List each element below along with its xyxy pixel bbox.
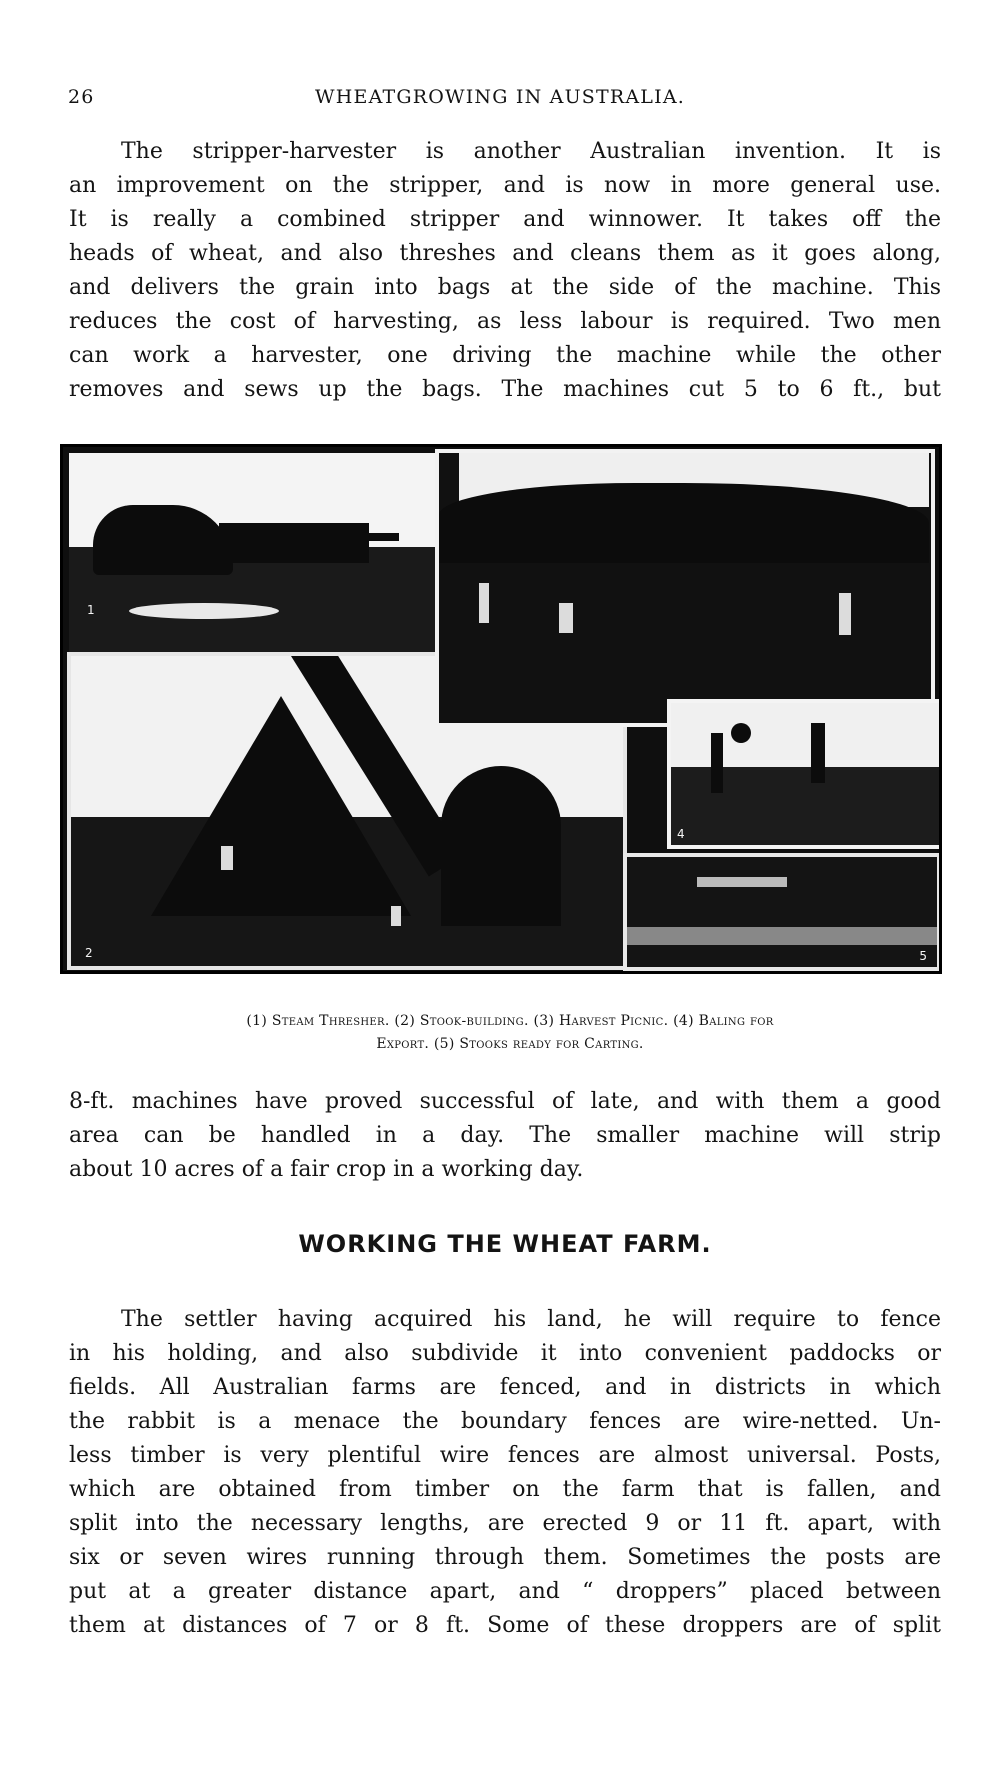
- text-line: The stripper-harvester is another Australian invention. It is: [121, 139, 941, 164]
- photo-number: 1: [87, 603, 95, 617]
- text-line: which are obtained from timber on the farm that is fallen, and: [69, 1477, 941, 1502]
- text-line: heads of wheat, and also threshes and cleans them as it goes along,: [69, 241, 941, 266]
- paragraph-machines: [69, 1085, 941, 1187]
- text-line: about 10 acres of a fair crop in a working day.: [69, 1157, 584, 1182]
- caption-line: Export. (5) Stooks ready for Carting.: [376, 1036, 644, 1052]
- text-line: six or seven wires running through them. Sometimes the posts are: [69, 1545, 941, 1570]
- caption-line: (1) Steam Thresher. (2) Stook-building. (3) Harvest Picnic. (4) Baling for: [246, 1013, 774, 1029]
- text-line: the rabbit is a menace the boundary fences are wire-netted. Un-: [69, 1409, 941, 1434]
- text-line: fields. All Australian farms are fenced, and in districts in which: [69, 1375, 941, 1400]
- running-head: [68, 86, 932, 116]
- photo-stooks-ready-for-carting: [623, 853, 941, 971]
- paragraph-working-the-farm: [69, 1303, 941, 1643]
- photo-number: 5: [919, 949, 927, 963]
- photo-harvest-picnic: [435, 449, 935, 727]
- photo-number: 2: [85, 946, 93, 960]
- text-line: an improvement on the stripper, and is now in more general use.: [69, 173, 941, 198]
- text-line: reduces the cost of harvesting, as less labour is required. Two men: [69, 309, 941, 334]
- text-line: removes and sews up the bags. The machines cut 5 to 6 ft., but: [69, 377, 941, 402]
- photo-collage: [60, 444, 942, 974]
- photo-baling-for-export: [667, 699, 942, 849]
- text-line: 8-ft. machines have proved successful of late, and with them a good: [69, 1089, 941, 1114]
- text-line: in his holding, and also subdivide it into convenient paddocks or: [69, 1341, 941, 1366]
- text-line: put at a greater distance apart, and “ droppers” placed between: [69, 1579, 941, 1604]
- paragraph-stripper-harvester: [69, 135, 941, 407]
- page-number: 26: [68, 86, 95, 108]
- text-line: split into the necessary lengths, are erected 9 or 11 ft. apart, with: [69, 1511, 941, 1536]
- text-line: them at distances of 7 or 8 ft. Some of these droppers are of split: [69, 1613, 941, 1638]
- text-line: can work a harvester, one driving the machine while the other: [69, 343, 941, 368]
- text-line: It is really a combined stripper and winnower. It takes off the: [69, 207, 941, 232]
- figure-caption: [120, 1010, 900, 1056]
- running-title: WHEATGROWING IN AUSTRALIA.: [315, 86, 685, 108]
- photo-number: 4: [677, 827, 685, 841]
- text-line: and delivers the grain into bags at the side of the machine. This: [69, 275, 941, 300]
- text-line: The settler having acquired his land, he will require to fence: [121, 1307, 941, 1332]
- text-line: less timber is very plentiful wire fences are almost universal. Posts,: [69, 1443, 941, 1468]
- section-heading: WORKING THE WHEAT FARM.: [298, 1230, 712, 1258]
- text-line: area can be handled in a day. The smaller machine will strip: [69, 1123, 941, 1148]
